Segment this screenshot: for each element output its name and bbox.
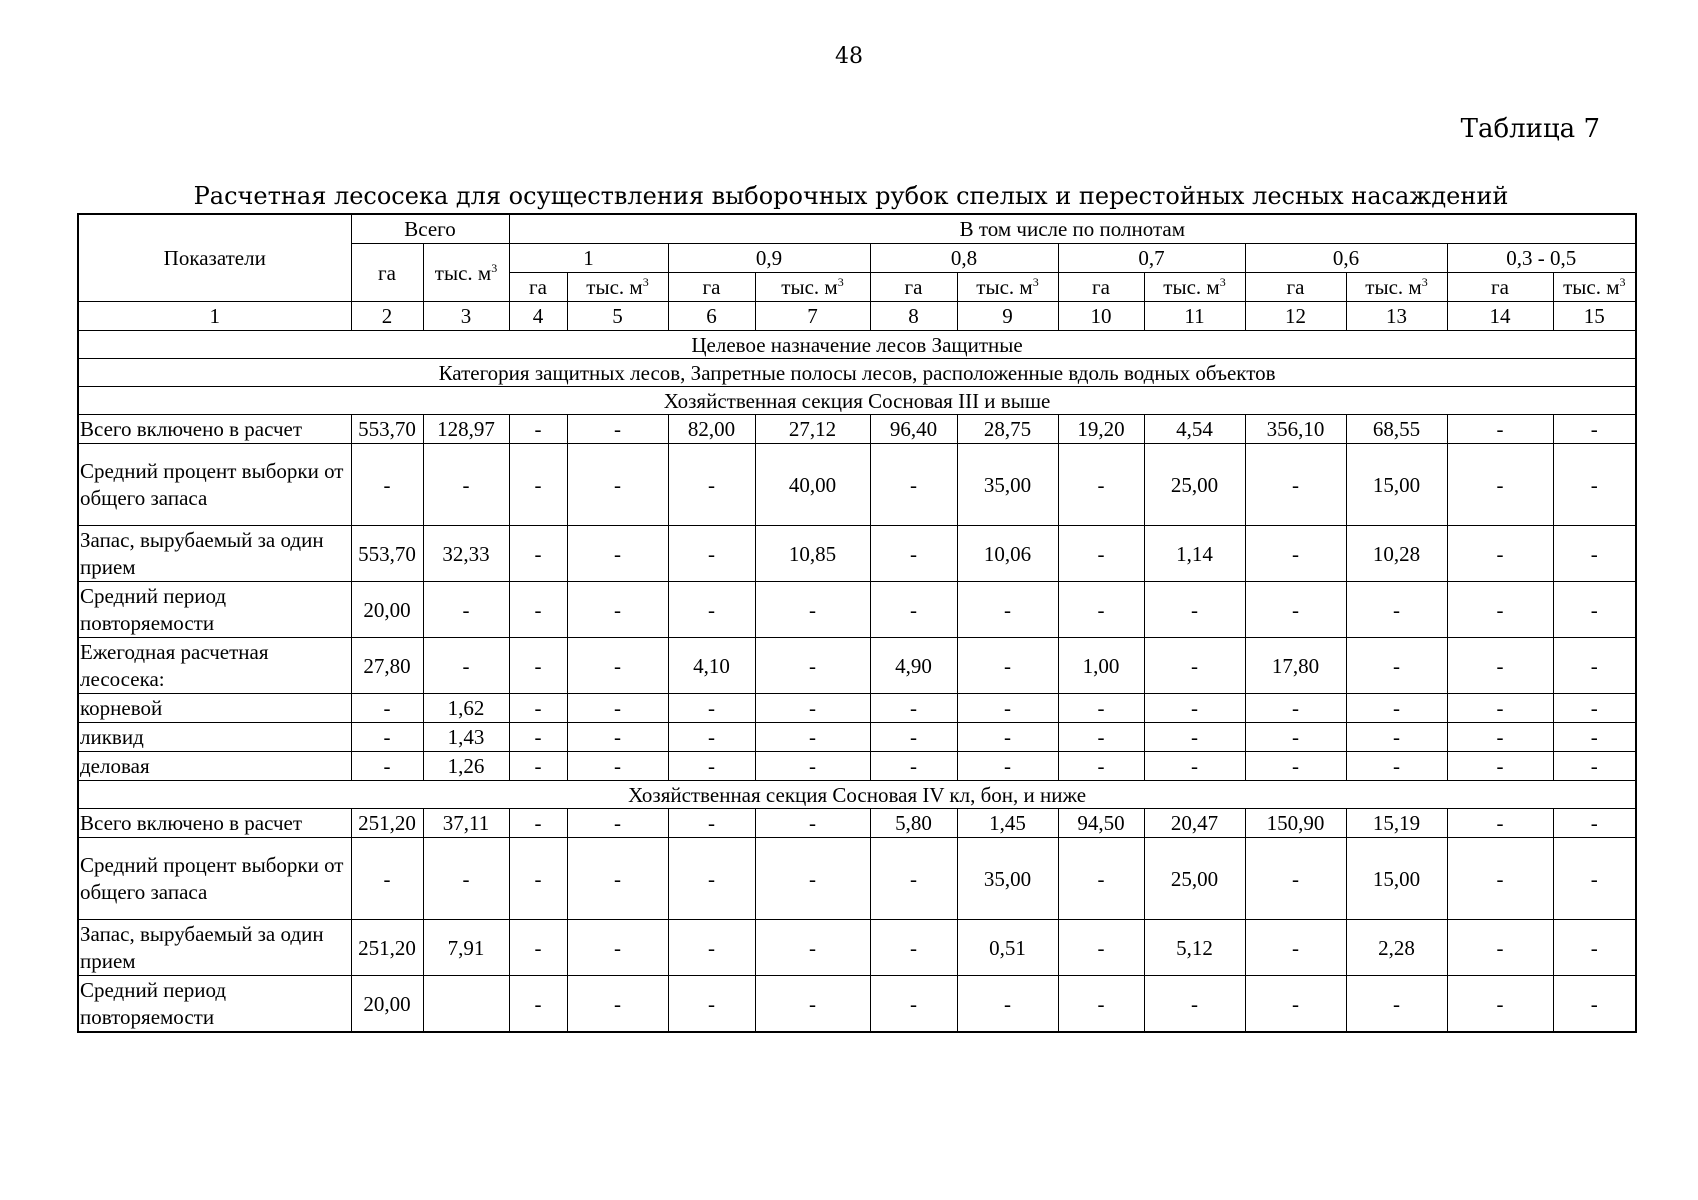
header-unit-thous: тыс. $м^3$ <box>957 273 1058 302</box>
table-cell: - <box>567 920 668 976</box>
table-cell: - <box>870 526 957 582</box>
forest-purpose-row: Целевое назначение лесов Защитные <box>78 331 1636 359</box>
row-label: Всего включено в расчет <box>78 809 351 838</box>
header-density: 0,8 <box>870 244 1058 273</box>
column-number: 4 <box>509 302 567 331</box>
header-density: 0,3 - 0,5 <box>1447 244 1636 273</box>
header-unit-thous: тыс. $м^3$ <box>1144 273 1245 302</box>
table-cell: 1,26 <box>423 752 509 781</box>
row-label: корневой <box>78 694 351 723</box>
table-cell: 251,20 <box>351 920 423 976</box>
table-cell: - <box>1245 920 1346 976</box>
table-cell: 553,70 <box>351 415 423 444</box>
table-cell: - <box>1245 694 1346 723</box>
table-cell: - <box>1245 752 1346 781</box>
table-cell: 25,00 <box>1144 444 1245 526</box>
row-label: Запас, вырубаемый за один прием <box>78 920 351 976</box>
table-cell: - <box>1144 752 1245 781</box>
column-number: 15 <box>1553 302 1636 331</box>
table-cell: - <box>957 976 1058 1033</box>
table-row <box>78 582 1636 638</box>
table-cell: 4,90 <box>870 638 957 694</box>
table-cell: - <box>509 920 567 976</box>
column-number: 8 <box>870 302 957 331</box>
row-label: Средний период повторяемости <box>78 582 351 638</box>
table-cell <box>423 976 509 1033</box>
table-cell: 5,12 <box>1144 920 1245 976</box>
header-total: Всего <box>351 214 509 244</box>
table-cell: - <box>870 920 957 976</box>
table-title: Расчетная лесосека для осуществления выборочных рубок спелых и перестойных лесных насаждений <box>193 182 1509 210</box>
table-cell: - <box>957 694 1058 723</box>
table-cell: - <box>870 752 957 781</box>
table-cell: - <box>957 638 1058 694</box>
table-cell: - <box>1058 976 1144 1033</box>
column-number: 1 <box>78 302 351 331</box>
table-cell: - <box>1553 526 1636 582</box>
table-cell: - <box>509 838 567 920</box>
table-cell: - <box>567 444 668 526</box>
table-cell: - <box>957 723 1058 752</box>
data-table <box>77 213 1637 1033</box>
table-cell: - <box>1447 415 1553 444</box>
table-cell: 15,00 <box>1346 838 1447 920</box>
table-cell: - <box>567 838 668 920</box>
table-cell: - <box>509 723 567 752</box>
table-cell: - <box>1058 582 1144 638</box>
table-row <box>78 694 1636 723</box>
column-number: 12 <box>1245 302 1346 331</box>
table-cell: - <box>567 526 668 582</box>
table-cell: - <box>1553 444 1636 526</box>
table-cell: 32,33 <box>423 526 509 582</box>
table-cell: - <box>957 752 1058 781</box>
table-cell: 20,47 <box>1144 809 1245 838</box>
header-unit-ha: га <box>870 273 957 302</box>
header-density: 0,6 <box>1245 244 1447 273</box>
table-cell: 4,10 <box>668 638 755 694</box>
table-cell: - <box>668 752 755 781</box>
table-cell: - <box>1144 638 1245 694</box>
table-cell: - <box>1447 526 1553 582</box>
table-cell: - <box>1447 694 1553 723</box>
header-total-ha: га <box>351 244 423 302</box>
table-cell: - <box>1553 638 1636 694</box>
column-number: 6 <box>668 302 755 331</box>
table-cell: - <box>1346 694 1447 723</box>
table-cell: - <box>423 838 509 920</box>
table-cell: 2,28 <box>1346 920 1447 976</box>
table-cell: 96,40 <box>870 415 957 444</box>
table-cell: - <box>1144 694 1245 723</box>
column-number: 10 <box>1058 302 1144 331</box>
header-density: 0,9 <box>668 244 870 273</box>
table-cell: 150,90 <box>1245 809 1346 838</box>
table-cell: - <box>1553 920 1636 976</box>
table-cell: - <box>567 415 668 444</box>
table-cell: - <box>755 809 870 838</box>
table-cell: 10,06 <box>957 526 1058 582</box>
table-cell: - <box>1447 838 1553 920</box>
table-cell: - <box>1245 444 1346 526</box>
table-cell: - <box>1245 582 1346 638</box>
section-title-row: Хозяйственная секция Сосновая IV кл, бон, и ниже <box>78 781 1636 809</box>
table-cell: 20,00 <box>351 976 423 1033</box>
header-unit-ha: га <box>509 273 567 302</box>
column-number: 7 <box>755 302 870 331</box>
table-cell: - <box>1447 976 1553 1033</box>
row-label: деловая <box>78 752 351 781</box>
table-cell: 27,12 <box>755 415 870 444</box>
table-row <box>78 976 1636 1033</box>
table-cell: - <box>1058 694 1144 723</box>
table-cell: - <box>351 838 423 920</box>
table-cell: - <box>870 582 957 638</box>
table-cell: - <box>567 638 668 694</box>
table-cell: - <box>668 526 755 582</box>
table-cell: 553,70 <box>351 526 423 582</box>
table-cell: - <box>1144 976 1245 1033</box>
table-cell: - <box>1346 638 1447 694</box>
table-cell: - <box>509 526 567 582</box>
table-cell: - <box>668 838 755 920</box>
table-cell: - <box>567 976 668 1033</box>
table-cell: 82,00 <box>668 415 755 444</box>
table-cell: 251,20 <box>351 809 423 838</box>
header-unit-thous: тыс. $м^3$ <box>755 273 870 302</box>
table-cell: 17,80 <box>1245 638 1346 694</box>
table-cell: - <box>509 752 567 781</box>
table-cell: - <box>870 694 957 723</box>
header-including: В том числе по полнотам <box>509 214 1636 244</box>
table-cell: - <box>1553 976 1636 1033</box>
table-cell: - <box>1553 415 1636 444</box>
table-cell: - <box>423 582 509 638</box>
table-cell: - <box>567 694 668 723</box>
table-cell: 0,51 <box>957 920 1058 976</box>
table-cell: - <box>1058 526 1144 582</box>
table-cell: - <box>755 838 870 920</box>
table-cell: 1,62 <box>423 694 509 723</box>
column-number: 14 <box>1447 302 1553 331</box>
table-cell: 1,14 <box>1144 526 1245 582</box>
table-cell: 7,91 <box>423 920 509 976</box>
row-label: ликвид <box>78 723 351 752</box>
table-cell: - <box>668 976 755 1033</box>
table-cell: 68,55 <box>1346 415 1447 444</box>
column-number: 3 <box>423 302 509 331</box>
table-cell: - <box>755 920 870 976</box>
table-cell: - <box>1553 838 1636 920</box>
header-unit-ha: га <box>1245 273 1346 302</box>
table-cell: - <box>1346 752 1447 781</box>
table-cell: - <box>1245 838 1346 920</box>
table-cell: 5,80 <box>870 809 957 838</box>
table-cell: - <box>870 976 957 1033</box>
table-cell: - <box>755 582 870 638</box>
table-cell: - <box>668 809 755 838</box>
table-cell: - <box>1058 723 1144 752</box>
table-cell: - <box>1346 976 1447 1033</box>
column-number: 9 <box>957 302 1058 331</box>
table-cell: - <box>1447 444 1553 526</box>
column-number: 5 <box>567 302 668 331</box>
column-number: 13 <box>1346 302 1447 331</box>
table-row <box>78 638 1636 694</box>
table-cell: 25,00 <box>1144 838 1245 920</box>
table-row <box>78 526 1636 582</box>
table-cell: - <box>1447 638 1553 694</box>
section-title-row: Хозяйственная секция Сосновая III и выше <box>78 387 1636 415</box>
table-cell: 28,75 <box>957 415 1058 444</box>
table-cell: - <box>755 976 870 1033</box>
header-unit-ha: га <box>1058 273 1144 302</box>
table-cell: - <box>870 838 957 920</box>
table-cell: - <box>351 752 423 781</box>
table-cell: - <box>509 809 567 838</box>
table-cell: 35,00 <box>957 444 1058 526</box>
table-cell: - <box>755 694 870 723</box>
header-unit-thous: тыс. $м^3$ <box>1553 273 1636 302</box>
row-label: Средний процент выборки от общего запаса <box>78 444 351 526</box>
table-cell: 40,00 <box>755 444 870 526</box>
table-cell: - <box>509 444 567 526</box>
table-cell: 356,10 <box>1245 415 1346 444</box>
table-row <box>78 444 1636 526</box>
table-cell: 94,50 <box>1058 809 1144 838</box>
header-unit-thous: тыс. $м^3$ <box>567 273 668 302</box>
table-cell: - <box>423 638 509 694</box>
table-label: Таблица 7 <box>1460 114 1600 144</box>
table-cell: - <box>755 723 870 752</box>
protective-category-row: Категория защитных лесов, Запретные полосы лесов, расположенные вдоль водных объектов <box>78 359 1636 387</box>
header-unit-ha: га <box>1447 273 1553 302</box>
table-cell: 1,45 <box>957 809 1058 838</box>
table-cell: - <box>1447 582 1553 638</box>
table-cell: - <box>509 638 567 694</box>
table-cell: 10,28 <box>1346 526 1447 582</box>
row-label: Запас, вырубаемый за один прием <box>78 526 351 582</box>
header-density: 0,7 <box>1058 244 1245 273</box>
table-cell: 4,54 <box>1144 415 1245 444</box>
table-cell: - <box>351 694 423 723</box>
table-cell: - <box>1144 582 1245 638</box>
table-cell: - <box>668 920 755 976</box>
table-cell: - <box>957 582 1058 638</box>
table-row <box>78 415 1636 444</box>
row-label: Всего включено в расчет <box>78 415 351 444</box>
table-cell: - <box>1553 752 1636 781</box>
table-cell: - <box>423 444 509 526</box>
table-cell: 19,20 <box>1058 415 1144 444</box>
table-cell: - <box>509 694 567 723</box>
table-cell: - <box>351 444 423 526</box>
table-cell: - <box>509 976 567 1033</box>
table-cell: 128,97 <box>423 415 509 444</box>
table-cell: - <box>1346 582 1447 638</box>
table-cell: - <box>755 752 870 781</box>
table-cell: - <box>1447 752 1553 781</box>
table-cell: - <box>1058 444 1144 526</box>
table-row <box>78 920 1636 976</box>
table-cell: - <box>509 582 567 638</box>
table-cell: - <box>1058 838 1144 920</box>
table-cell: - <box>509 415 567 444</box>
table-cell: - <box>668 723 755 752</box>
column-number: 2 <box>351 302 423 331</box>
table-cell: 20,00 <box>351 582 423 638</box>
table-cell: - <box>1245 526 1346 582</box>
table-cell: 10,85 <box>755 526 870 582</box>
table-cell: - <box>870 444 957 526</box>
table-cell: - <box>1447 723 1553 752</box>
row-label: Средний процент выборки от общего запаса <box>78 838 351 920</box>
table-row <box>78 723 1636 752</box>
table-cell: 27,80 <box>351 638 423 694</box>
row-label: Ежегодная расчетная лесосека: <box>78 638 351 694</box>
header-density: 1 <box>509 244 668 273</box>
table-cell: - <box>1144 723 1245 752</box>
table-cell: 1,43 <box>423 723 509 752</box>
table-cell: - <box>755 638 870 694</box>
header-indicators: Показатели <box>78 214 351 302</box>
page-number: 48 <box>835 44 863 69</box>
table-cell: 15,00 <box>1346 444 1447 526</box>
table-cell: - <box>1245 723 1346 752</box>
table-cell: - <box>567 752 668 781</box>
table-cell: - <box>567 723 668 752</box>
table-cell: 35,00 <box>957 838 1058 920</box>
table-cell: 15,19 <box>1346 809 1447 838</box>
table-row <box>78 752 1636 781</box>
header-unit-thous: тыс. $м^3$ <box>1346 273 1447 302</box>
table-cell: - <box>1553 582 1636 638</box>
row-label: Средний период повторяемости <box>78 976 351 1033</box>
header-unit-ha: га <box>668 273 755 302</box>
header-total-thous: тыс. $м^3$ <box>423 244 509 302</box>
table-cell: - <box>351 723 423 752</box>
table-cell: - <box>1553 723 1636 752</box>
table-cell: - <box>668 444 755 526</box>
table-cell: - <box>1447 809 1553 838</box>
table-cell: - <box>567 809 668 838</box>
column-number: 11 <box>1144 302 1245 331</box>
table-cell: 37,11 <box>423 809 509 838</box>
table-cell: - <box>1058 920 1144 976</box>
table-cell: - <box>1447 920 1553 976</box>
table-cell: - <box>1058 752 1144 781</box>
table-cell: 1,00 <box>1058 638 1144 694</box>
table-cell: - <box>870 723 957 752</box>
table-row <box>78 838 1636 920</box>
table-cell: - <box>668 694 755 723</box>
table-row <box>78 809 1636 838</box>
table-cell: - <box>1553 694 1636 723</box>
table-cell: - <box>1346 723 1447 752</box>
table-cell: - <box>1245 976 1346 1033</box>
table-cell: - <box>668 582 755 638</box>
table-cell: - <box>1553 809 1636 838</box>
table-cell: - <box>567 582 668 638</box>
